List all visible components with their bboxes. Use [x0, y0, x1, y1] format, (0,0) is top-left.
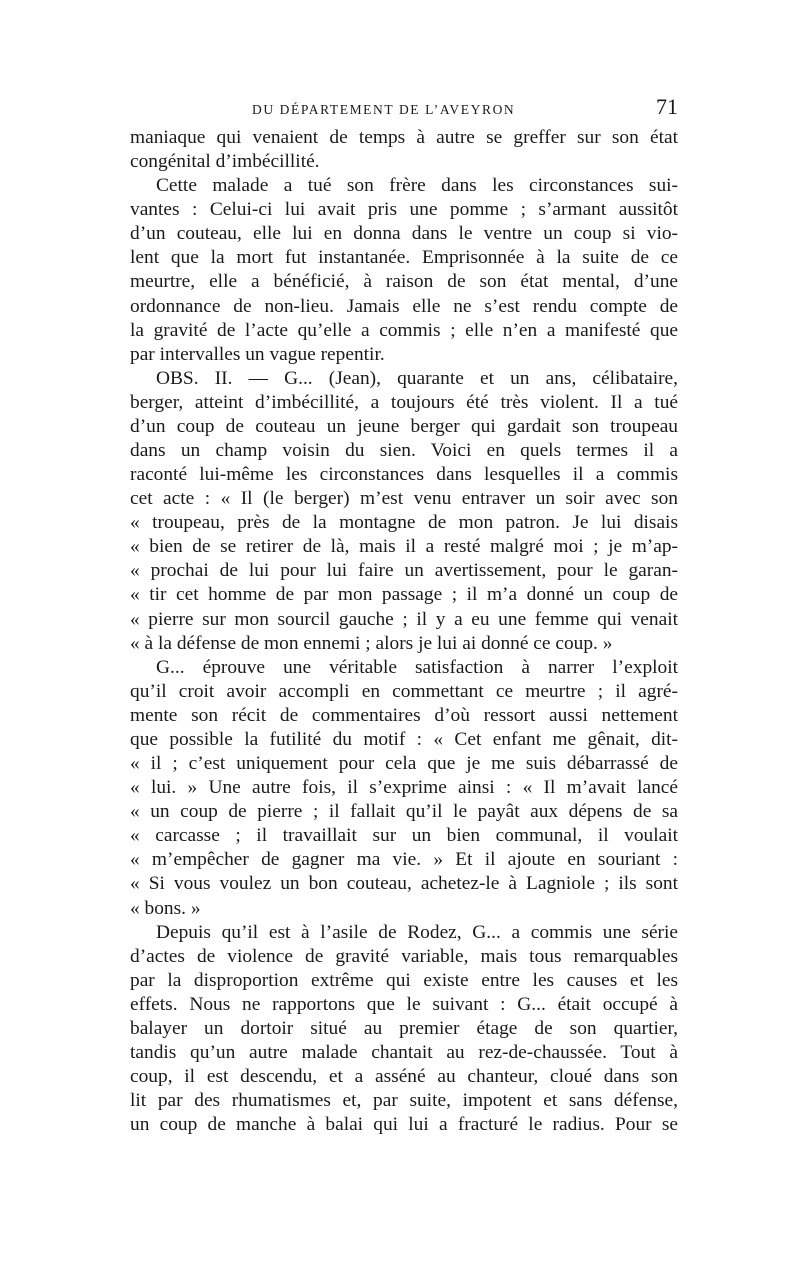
- text-line: « pierre sur mon sourcil gauche ; il y a eu une femme qui venait: [130, 608, 678, 630]
- text-line: Depuis qu’il est à l’asile de Rodez, G... a commis une série: [156, 921, 678, 943]
- text-line: lent que la mort fut instantanée. Emprisonnée à la suite de ce: [130, 247, 678, 269]
- text-line: par la disproportion extrême qui existe entre les causes et les: [130, 969, 678, 991]
- text-line: « tir cet homme de par mon passage ; il m’a donné un coup de: [130, 584, 678, 606]
- text-line: « bien de se retirer de là, mais il a resté malgré moi ; je m’ap-: [130, 536, 678, 558]
- text-line: Cette malade a tué son frère dans les circonstances sui-: [156, 175, 678, 197]
- text-line: berger, atteint d’imbécillité, a toujours été très violent. Il a tué: [130, 391, 678, 413]
- text-line: « m’empêcher de gagner ma vie. » Et il ajoute en souriant :: [130, 849, 678, 871]
- text-line: coup, il est descendu, et a asséné au chanteur, cloué dans son: [130, 1066, 678, 1088]
- text-line: maniaque qui venaient de temps à autre se greffer sur son état: [130, 127, 678, 148]
- running-title: DU DÉPARTEMENT DE L’AVEYRON: [252, 102, 516, 117]
- text-line: raconté lui-même les circonstances dans lesquelles il a commis: [130, 464, 678, 486]
- text-line: par intervalles un vague repentir.: [130, 343, 385, 365]
- text-line: un coup de manche à balai qui lui a fracturé le radius. Pour se: [130, 1114, 678, 1136]
- text-line: cet acte : « Il (le berger) m’est venu entraver un soir avec son: [130, 488, 678, 510]
- text-line: « lui. » Une autre fois, il s’exprime ainsi : « Il m’avait lancé: [130, 777, 678, 799]
- text-line: d’actes de violence de gravité variable, mais tous remarquables: [130, 945, 678, 967]
- text-line: lit par des rhumatismes et, par suite, impotent et sans défense,: [130, 1090, 678, 1112]
- text-line: « il ; c’est uniquement pour cela que je me suis débarrassé de: [130, 753, 678, 775]
- text-line: balayer un dortoir situé au premier étage de son quartier,: [130, 1017, 678, 1039]
- text-line: la gravité de l’acte qu’elle a commis ; elle n’en a manifesté que: [130, 319, 678, 341]
- text-line: « carcasse ; il travaillait sur un bien communal, il voulait: [130, 825, 678, 847]
- text-line: dans un champ voisin du sien. Voici en quels termes il a: [130, 440, 678, 462]
- text-line: meurtre, elle a bénéficié, à raison de son état mental, d’une: [130, 271, 678, 293]
- text-line: d’un couteau, elle lui en donna dans le ventre un coup si vio-: [130, 223, 678, 245]
- body-text: [130, 126, 678, 1137]
- text-line: qu’il croit avoir accompli en commettant ce meurtre ; il agré-: [130, 680, 678, 702]
- text-line: OBS. II. — G... (Jean), quarante et un ans, célibataire,: [156, 367, 678, 389]
- text-line: vantes : Celui-ci lui avait pris une pomme ; s’armant aussitôt: [130, 199, 678, 221]
- text-line: que possible la futilité du motif : « Cet enfant me gênait, dit-: [130, 728, 678, 750]
- text-line: ordonnance de non-lieu. Jamais elle ne s’est rendu compte de: [130, 295, 678, 317]
- text-line: d’un coup de couteau un jeune berger qui gardait son troupeau: [130, 415, 678, 437]
- text-line: tandis qu’un autre malade chantait au rez-de-chaussée. Tout à: [130, 1041, 678, 1063]
- text-line: « un coup de pierre ; il fallait qu’il le payât aux dépens de sa: [130, 801, 678, 823]
- text-line: « Si vous voulez un bon couteau, achetez-le à Lagniole ; ils sont: [130, 873, 678, 895]
- text-line: G... éprouve une véritable satisfaction à narrer l’exploit: [156, 656, 678, 678]
- text-line: mente son récit de commentaires d’où ressort aussi nettement: [130, 704, 678, 726]
- page-number: 71: [656, 94, 678, 119]
- text-line: congénital d’imbécillité.: [130, 151, 320, 173]
- text-line: effets. Nous ne rapportons que le suivant : G... était occupé à: [130, 993, 678, 1015]
- text-line: « à la défense de mon ennemi ; alors je lui ai donné ce coup. »: [130, 632, 613, 654]
- text-line: « bons. »: [130, 897, 201, 919]
- text-line: « prochai de lui pour lui faire un avertissement, pour le garan-: [130, 560, 678, 582]
- running-head: [130, 94, 678, 122]
- text-line: « troupeau, près de la montagne de mon patron. Je lui disais: [130, 512, 678, 534]
